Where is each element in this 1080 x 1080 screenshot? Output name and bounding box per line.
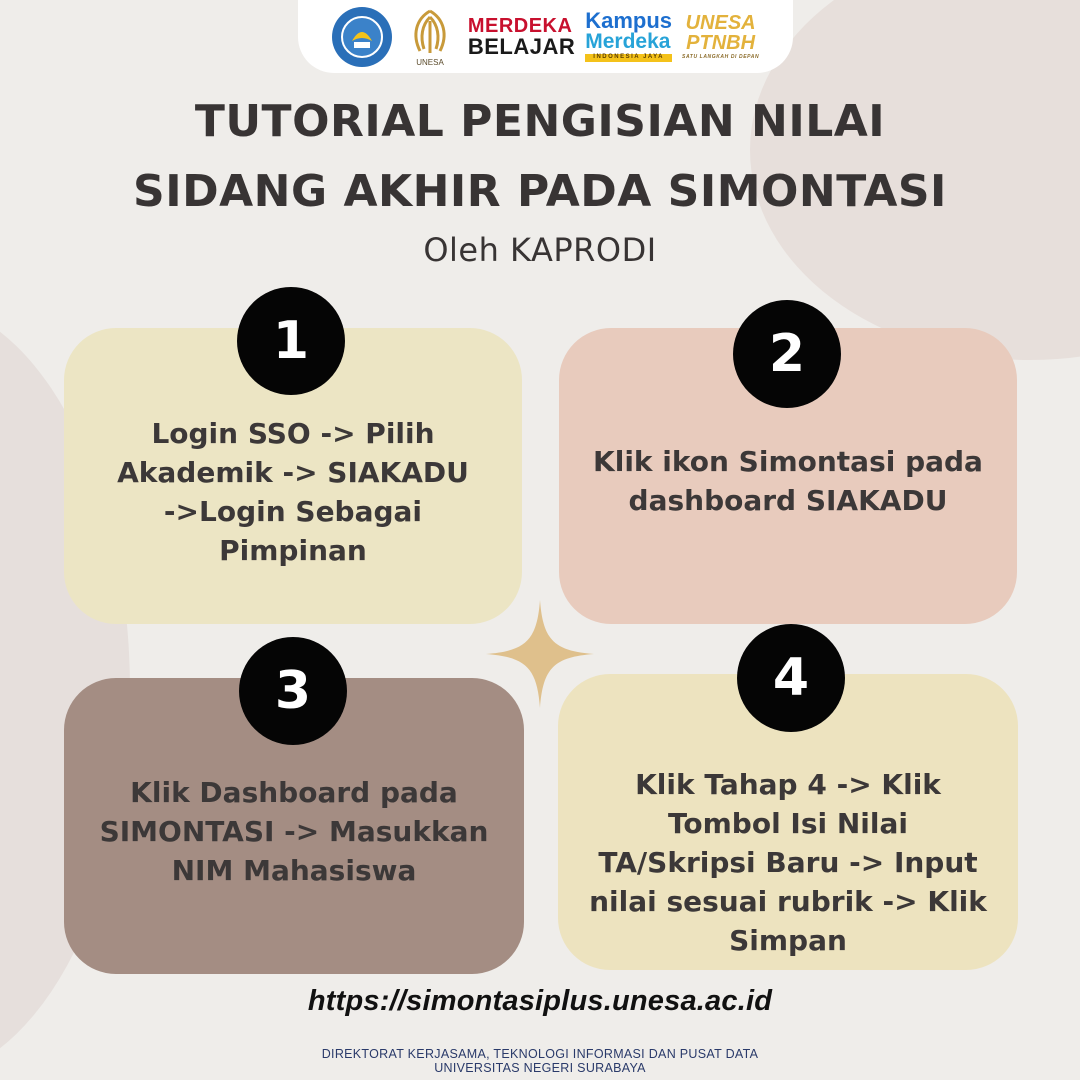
unesa-ptnbh-logo: [682, 13, 759, 60]
step-3-text: Klik Dashboard pada SIMONTASI -> Masukkan NIM Mahasiswa: [99, 775, 489, 887]
step-4-text: Klik Tahap 4 -> Klik Tombol Isi Nilai TA/Skripsi Baru -> Input nilai sesuai rubrik -> Klik Simpan: [589, 767, 987, 957]
kampus-merdeka-line2: Merdeka: [585, 30, 671, 54]
page-title-line1: TUTORIAL PENGISIAN NILAI: [194, 96, 886, 147]
footer-line1: DIREKTORAT KERJASAMA, TEKNOLOGI INFORMASI DAN PUSAT DATA: [321, 1047, 759, 1061]
merdeka-belajar-line2: BELAJAR: [467, 33, 576, 59]
unesa-ptnbh-tagline: SATU LANGKAH DI DEPAN: [682, 54, 760, 60]
kemdikbud-logo-icon: [332, 7, 392, 67]
unesa-emblem-caption: UNESA: [416, 57, 444, 67]
merdeka-belajar-line1: MERDEKA: [467, 14, 573, 37]
unesa-ptnbh-line1: UNESA: [685, 12, 756, 34]
unesa-ptnbh-line2: PTNBH: [686, 32, 756, 54]
unesa-emblem-icon: [402, 5, 458, 69]
kampus-merdeka-logo: [585, 8, 673, 62]
footer-text: [0, 1047, 1080, 1075]
page-title-line2: SIDANG AKHIR PADA SIMONTASI: [133, 166, 947, 217]
footer-line2: UNIVERSITAS NEGERI SURABAYA: [434, 1061, 646, 1075]
kampus-merdeka-tagline: INDONESIA JAYA: [585, 54, 672, 62]
merdeka-belajar-logo: [468, 16, 575, 58]
step-2-number-badge: 2: [733, 300, 841, 408]
page-subtitle: Oleh KAPRODI: [423, 231, 657, 269]
logo-bar: [298, 0, 793, 73]
step-4-number-badge: 4: [737, 624, 845, 732]
step-3-number-badge: 3: [239, 637, 347, 745]
step-2-text: Klik ikon Simontasi pada dashboard SIAKADU: [593, 445, 983, 517]
kampus-merdeka-line1: Kampus: [585, 8, 673, 34]
step-1-number-badge: 1: [237, 287, 345, 395]
step-1-text: Login SSO -> Pilih Akademik -> SIAKADU ->Login Sebagai Pimpinan: [117, 417, 469, 567]
website-url-link[interactable]: https://simontasiplus.unesa.ac.id: [307, 985, 773, 1017]
sparkle-icon: [486, 600, 594, 708]
